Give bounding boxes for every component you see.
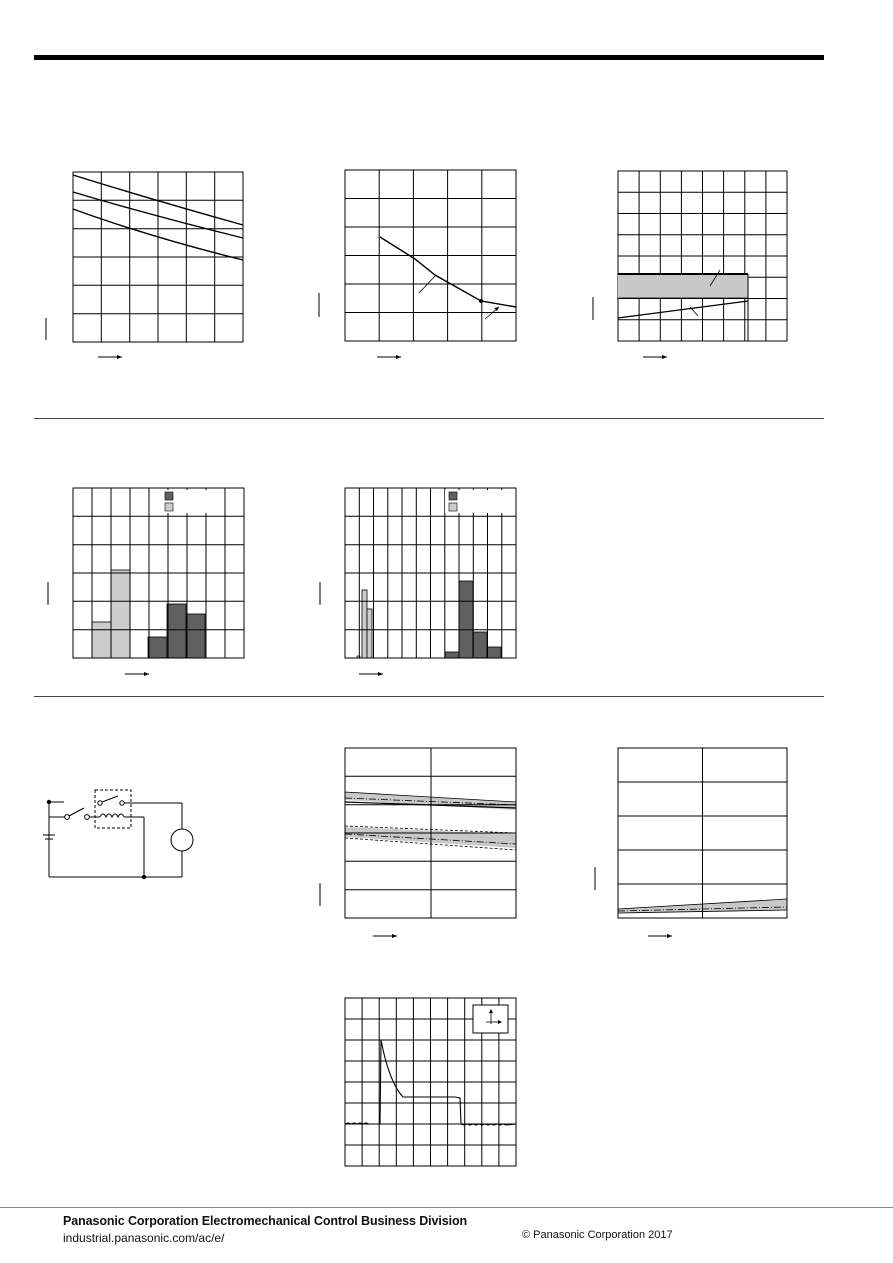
section-divider-1: [34, 418, 824, 419]
histogram-2: [315, 485, 525, 685]
footer-url[interactable]: industrial.panasonic.com/ac/e/: [63, 1231, 225, 1245]
legend: [152, 490, 222, 513]
footer-rule: [0, 1207, 893, 1208]
waveform-chart: [315, 990, 525, 1170]
footer-copyright: © Panasonic Corporation 2017: [522, 1229, 673, 1241]
chart-1: [40, 165, 250, 370]
footer-company: Panasonic Corporation Electromechanical Control Business Division: [63, 1214, 468, 1228]
chart-3: [588, 165, 798, 370]
chart-2: [315, 165, 525, 370]
chart-bands-2: [588, 740, 798, 940]
top-rule: [34, 55, 824, 60]
chart-bands-1: [315, 740, 525, 940]
scale-inset: [473, 1005, 508, 1033]
section-divider-2: [34, 696, 824, 697]
histogram-1: [40, 485, 250, 685]
circuit-diagram: [40, 785, 200, 885]
